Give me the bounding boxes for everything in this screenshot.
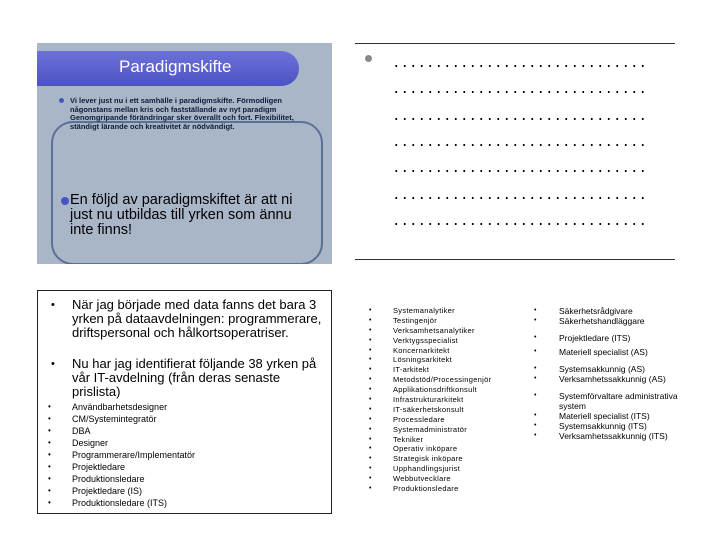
list-item: • Systemsakkunnig (AS) <box>534 364 705 374</box>
slide-bullet-2-text: En följd av paradigmskiftet är att ni just nu utbildas till yrken som ännu inte finns! <box>70 192 293 238</box>
notes-top-rule <box>355 43 675 44</box>
slide-bullet-1 <box>59 97 314 131</box>
notes-dotted-line <box>392 91 644 93</box>
slide-thumbnail[interactable] <box>37 43 332 264</box>
list-item: • Applikationsdriftkonsult <box>369 385 491 395</box>
list-item: • DBA <box>48 425 195 437</box>
notes-dotted-line <box>392 197 644 199</box>
list-item: • Verksamhetsanalytiker <box>369 326 491 336</box>
list-item: • Systemanalytiker <box>369 306 491 316</box>
notes-dotted-line <box>392 118 644 120</box>
slide-bullet-1-text: Vi lever just nu i ett samhälle i paradigmskifte. Förmodligen någonstans mellan kris och fastställande av nyt paradigm Genomgripande förändringar sker överallt och fort. Flexibilitet, ständigt lärande och kreativitet är nödvändigt. <box>70 96 294 131</box>
list-item: • Strategisk inköpare <box>369 454 491 464</box>
list-item: • Verktygsspecialist <box>369 336 491 346</box>
bullet-icon: • <box>51 358 55 370</box>
list-item: • Systemadministratör <box>369 425 491 435</box>
notes-dotted-line <box>392 65 644 67</box>
bullet-icon <box>59 98 64 103</box>
box-item-1: När jag började med data fanns det bara 3 yrken på dataavdelningen: programmerare, driftspersonal och hålkortsoperatriser. <box>72 297 322 340</box>
list-item: • Produktionsledare <box>48 473 195 485</box>
list-item: • Metodstöd/Processingenjör <box>369 375 491 385</box>
notes-dotted-line <box>392 170 644 172</box>
list-item: • Processledare <box>369 415 491 425</box>
list-item: • Materiell specialist (ITS) <box>534 411 705 421</box>
list-item: • Designer <box>48 437 195 449</box>
list-item: • Verksamhetssakkunnig (ITS) <box>534 431 705 441</box>
slide-bullet-2 <box>61 193 311 238</box>
notes-bottom-rule <box>355 259 675 260</box>
list-item: • Produktionsledare (ITS) <box>48 497 195 509</box>
list-item: • Infrastrukturarkitekt <box>369 395 491 405</box>
list-item: • Projektledare (ITS) <box>534 333 705 343</box>
list-item: • Säkerhetshandläggare <box>534 316 705 326</box>
slide-title-bar <box>37 51 299 86</box>
list-item: • Systemförvaltare administrativa system <box>534 391 705 411</box>
list-item: • Webbutvecklare <box>369 474 491 484</box>
notes-bullet-icon <box>365 55 372 62</box>
list-item: • Koncernarkitekt <box>369 346 491 356</box>
list-item: • CM/Systemintegratör <box>48 413 195 425</box>
notes-dotted-line <box>392 144 644 146</box>
bullet-icon <box>61 197 69 205</box>
list-item: • Upphandlingsjurist <box>369 464 491 474</box>
list-item: • Testingenjör <box>369 316 491 326</box>
job-list-column-2 <box>369 306 491 494</box>
list-item: • Materiell specialist (AS) <box>534 347 705 357</box>
bullet-icon: • <box>51 299 55 311</box>
notes-dotted-line <box>392 223 644 225</box>
list-item: • Projektledare <box>48 461 195 473</box>
list-item: • IT-säkerhetskonsult <box>369 405 491 415</box>
list-item: • Lösningsarkitekt <box>369 355 491 365</box>
list-item: • Tekniker <box>369 435 491 445</box>
list-item: • Produktionsledare <box>369 484 491 494</box>
list-item: • Operativ inköpare <box>369 444 491 454</box>
box-item-2: Nu har jag identifierat följande 38 yrken på vår IT-avdelning (från deras senaste prislista) <box>72 356 317 399</box>
list-item: • Användbarhetsdesigner <box>48 401 195 413</box>
list-item: • Projektledare (IS) <box>48 485 195 497</box>
slide-title: Paradigmskifte <box>119 57 232 76</box>
list-item: • Säkerhetsrådgivare <box>534 306 705 316</box>
text-box <box>37 290 332 514</box>
list-item: • Verksamhetssakkunnig (AS) <box>534 374 705 384</box>
list-item: • Programmerare/Implementatör <box>48 449 195 461</box>
box-job-list <box>48 401 195 509</box>
job-list-column-3 <box>534 306 705 441</box>
list-item: • Systemsakkunnig (ITS) <box>534 421 705 431</box>
list-item: • IT-arkitekt <box>369 365 491 375</box>
